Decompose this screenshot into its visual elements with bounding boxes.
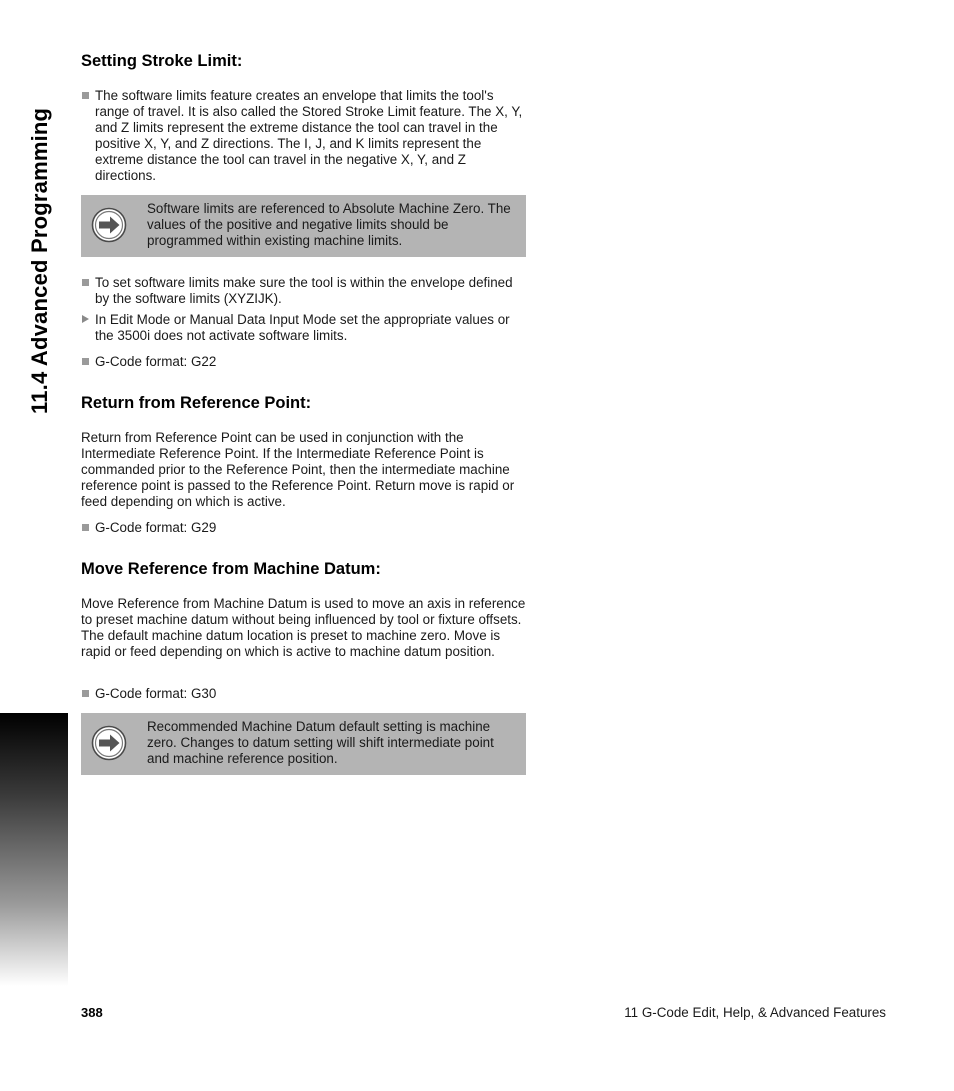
square-bullet-icon [82,690,89,697]
chapter-title: 11 G-Code Edit, Help, & Advanced Features [624,1005,886,1020]
paragraph-move-reference: Move Reference from Machine Datum is used to move an axis in reference to preset machine datum without being influenced by tool or fixture offsets. The default machine datum location is preset to machine zero. Move is rapid or feed depending on which is active to machine datum position. [81,596,526,659]
note-box-machine-datum [81,713,526,775]
note-text: Recommended Machine Datum default setting is machine zero. Changes to datum setting will shift intermediate point and machine reference position. [147,719,494,766]
note-box-software-limits [81,195,526,257]
bullet-gcode-g29 [81,520,526,536]
triangle-step-icon [82,315,89,323]
heading-setting-stroke-limit: Setting Stroke Limit: [81,52,243,70]
side-section-title [24,54,56,414]
bullet-text: To set software limits make sure the tool is within the envelope defined by the software limits (XYZIJK). [95,275,513,306]
side-section-title-text: 11.4 Advanced Programming [27,107,52,414]
bullet-text: G-Code format: G22 [95,354,217,369]
side-gradient-bar [0,713,68,986]
note-text: Software limits are referenced to Absolute Machine Zero. The values of the positive and negative limits should be programmed within existing machine limits. [147,201,511,248]
bullet-text: The software limits feature creates an envelope that limits the tool's range of travel. It is also called the Stored Stroke Limit feature. The X, Y, and Z limits represent the extreme distance the tool can travel in the positive X, Y, and Z directions. The I, J, and K limits represent the extreme distance the tool can travel in the negative X, Y, and Z directions. [95,88,523,183]
step-text: In Edit Mode or Manual Data Input Mode set the appropriate values or the 3500i does not activate software limits. [95,312,510,343]
bullet-text: G-Code format: G30 [95,686,217,701]
paragraph-return-reference: Return from Reference Point can be used in conjunction with the Intermediate Reference Point. If the Intermediate Reference Point is commanded prior to the Reference Point, then the intermediate machine reference point is passed to the Reference Point. Return move is rapid or feed depending on which is active. [81,430,515,509]
bullet-gcode-g30 [81,686,526,702]
square-bullet-icon [82,92,89,99]
bullet-text: G-Code format: G29 [95,520,217,535]
square-bullet-icon [82,279,89,286]
square-bullet-icon [82,524,89,531]
arrow-right-icon [91,725,127,761]
square-bullet-icon [82,358,89,365]
bullet-set-software-limits [81,275,526,307]
bullet-software-limits [81,88,526,184]
step-edit-mode [81,312,526,344]
page-number: 388 [81,1005,103,1020]
heading-move-reference-machine-datum: Move Reference from Machine Datum: [81,560,381,578]
arrow-right-icon [91,207,127,243]
heading-return-from-reference-point: Return from Reference Point: [81,394,312,412]
bullet-gcode-g22 [81,354,526,370]
